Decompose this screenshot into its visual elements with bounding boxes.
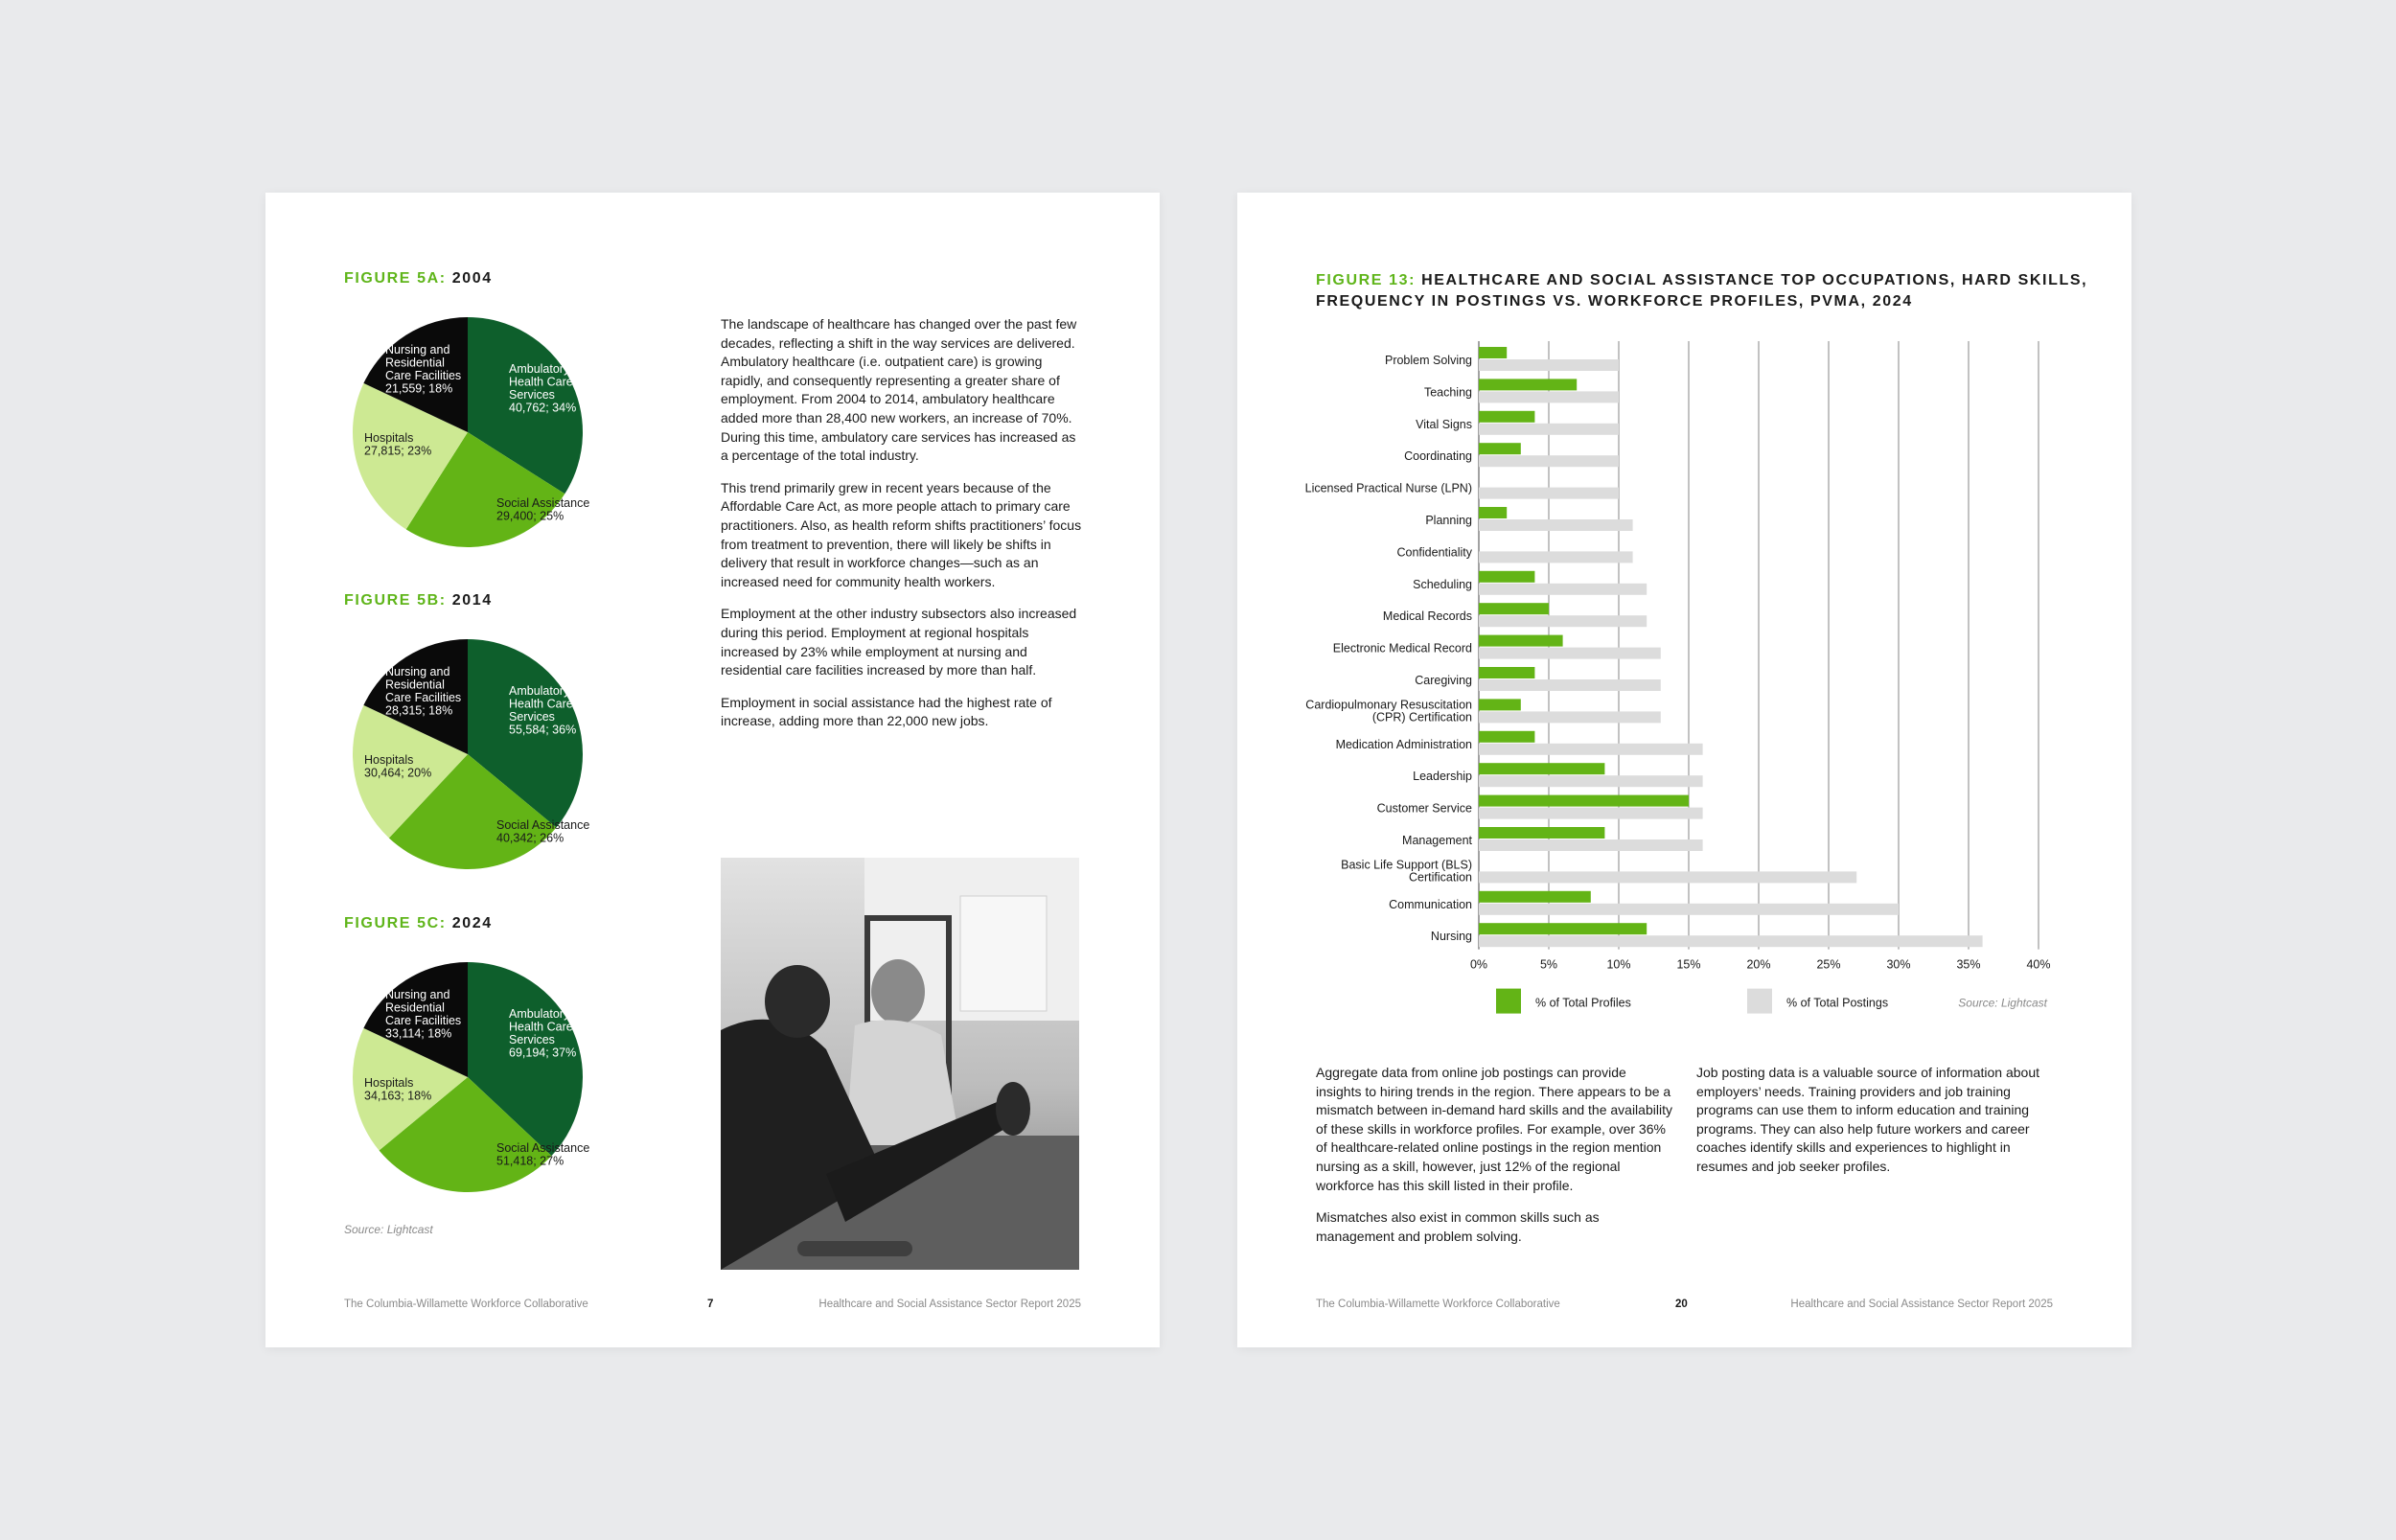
right-body-text-col-1 bbox=[1316, 1064, 1675, 1259]
left-body-text bbox=[721, 315, 1085, 745]
paragraph: The landscape of healthcare has changed over the past few decades, reflecting a shift in the way services are delivered. Ambulatory healthcare (i.e. outpatient care) is growing rapidly, and consequently representing a greater share of employment. From 2004 to 2014, ambulatory healthcare added more than 28,400 new workers, an increase of 70%. During this time, ambulatory care services has increased as a percentage of the total industry. bbox=[721, 316, 1077, 464]
figure-13-title bbox=[1316, 270, 2087, 312]
figure-5a-label: FIGURE 5A: bbox=[344, 270, 447, 287]
figure-13-title-text-2: FREQUENCY IN POSTINGS VS. WORKFORCE PROFILES, PVMA, 2024 bbox=[1316, 293, 1913, 310]
bar-postings bbox=[1479, 551, 1633, 563]
category-label: Confidentiality bbox=[1396, 545, 1472, 560]
bar-profiles bbox=[1479, 411, 1534, 423]
bar-profiles bbox=[1479, 891, 1591, 903]
bar-profiles bbox=[1479, 763, 1604, 774]
figure-13-label: FIGURE 13: bbox=[1316, 272, 1417, 288]
bar-profiles bbox=[1479, 603, 1549, 614]
bar-profiles bbox=[1479, 379, 1577, 390]
bar-postings bbox=[1479, 359, 1619, 371]
bar-profiles bbox=[1479, 347, 1507, 358]
category-label: Vital Signs bbox=[1416, 417, 1472, 431]
left-footer-org: The Columbia-Willamette Workforce Collaborative bbox=[344, 1299, 588, 1310]
legend-swatch-profiles bbox=[1496, 989, 1521, 1014]
bar-postings bbox=[1479, 871, 1856, 883]
bar-postings bbox=[1479, 839, 1703, 851]
left-footer-report: Healthcare and Social Assistance Sector Report 2025 bbox=[818, 1299, 1081, 1310]
bar-profiles bbox=[1479, 443, 1521, 454]
figure-5b-label: FIGURE 5B: bbox=[344, 592, 447, 609]
pie-slice-label: Hospitals 30,464; 20% bbox=[364, 753, 432, 780]
category-label: Licensed Practical Nurse (LPN) bbox=[1304, 481, 1472, 495]
bar-postings bbox=[1479, 455, 1619, 467]
x-tick-label: 25% bbox=[1816, 957, 1841, 972]
bar-postings bbox=[1479, 744, 1703, 755]
bar-postings bbox=[1479, 519, 1633, 531]
figure-5b-year: 2014 bbox=[451, 592, 493, 609]
paragraph: Mismatches also exist in common skills such as management and problem solving. bbox=[1316, 1209, 1600, 1244]
figure-5a-title bbox=[344, 270, 493, 287]
bar-postings bbox=[1479, 904, 1899, 915]
category-label: Teaching bbox=[1423, 385, 1472, 400]
bar-profiles bbox=[1479, 827, 1604, 839]
pie-slice-label: Social Assistance 29,400; 25% bbox=[496, 496, 590, 523]
category-label: Problem Solving bbox=[1384, 354, 1472, 367]
pie-slice-label: Social Assistance 51,418; 27% bbox=[496, 1141, 590, 1168]
bar-postings bbox=[1479, 584, 1647, 595]
right-footer-report: Healthcare and Social Assistance Sector Report 2025 bbox=[1790, 1299, 2053, 1310]
bar-postings bbox=[1479, 615, 1647, 627]
skills-bar-chart bbox=[1304, 336, 2071, 1046]
bar-profiles bbox=[1479, 923, 1647, 934]
pie-slice-label: Nursing and Residential Care Facilities 28,315; 18% bbox=[385, 665, 462, 718]
pie-slice-label: Ambulatory Health Care Services 40,762; 34% bbox=[509, 362, 577, 415]
photo-illustration bbox=[721, 858, 1079, 1270]
pie-slice-label: Ambulatory Health Care Services 55,584; 36% bbox=[509, 684, 577, 737]
category-label: Medication Administration bbox=[1335, 737, 1472, 751]
bar-postings bbox=[1479, 424, 1619, 435]
pie-slice-label: Ambulatory Health Care Services 69,194; 37% bbox=[509, 1007, 577, 1060]
pie-slice-label: Hospitals 34,163; 18% bbox=[364, 1076, 432, 1103]
pie-slice-label: Nursing and Residential Care Facilities 21,559; 18% bbox=[385, 343, 462, 396]
bar-postings bbox=[1479, 679, 1661, 691]
bar-postings bbox=[1479, 488, 1619, 499]
right-body-text-col-2 bbox=[1696, 1064, 2056, 1190]
paragraph: Employment in social assistance had the highest rate of increase, adding more than 22,000 new jobs. bbox=[721, 694, 1052, 729]
category-label: Leadership bbox=[1413, 770, 1472, 784]
bar-profiles bbox=[1479, 667, 1534, 678]
legend-swatch-postings bbox=[1747, 989, 1772, 1014]
x-tick-label: 20% bbox=[1746, 957, 1771, 972]
category-label: Nursing bbox=[1430, 930, 1472, 944]
x-tick-label: 15% bbox=[1676, 957, 1701, 972]
category-label: Management bbox=[1402, 834, 1472, 847]
bar-profiles bbox=[1479, 635, 1563, 647]
chart-legend bbox=[1496, 989, 2048, 1014]
paragraph: Job posting data is a valuable source of information about employers’ needs. Training providers and job training programs can use them to inform education and training programs. They can also help future workers and career coaches identify skills and experiences to highlight in resumes and job seeker profiles. bbox=[1696, 1065, 2040, 1174]
chart-x-ticks bbox=[1470, 958, 2051, 972]
paragraph: Aggregate data from online job postings can provide insights to hiring trends in the region. There appears to be a mismatch between in-demand hard skills and the availability of these skills in workforce profiles. For example, over 36% of healthcare-related online postings in the region mention nursing as a skill, however, just 12% of the regional workforce has this skill listed in their profile. bbox=[1316, 1065, 1672, 1193]
category-label: Scheduling bbox=[1413, 577, 1472, 591]
left-page-number: 7 bbox=[707, 1299, 714, 1310]
x-tick-label: 10% bbox=[1606, 957, 1631, 972]
right-footer-org: The Columbia-Willamette Workforce Collaborative bbox=[1316, 1299, 1560, 1310]
bar-profiles bbox=[1479, 507, 1507, 518]
chart-category-labels bbox=[1305, 354, 1473, 943]
pie-chart-2024 bbox=[353, 962, 590, 1192]
left-source-note: Source: Lightcast bbox=[344, 1223, 433, 1236]
bar-postings bbox=[1479, 935, 1983, 947]
category-label: Communication bbox=[1389, 897, 1472, 911]
figure-13-title-text-1: HEALTHCARE AND SOCIAL ASSISTANCE TOP OCCUPATIONS, HARD SKILLS, bbox=[1421, 272, 2088, 288]
paragraph: Employment at the other industry subsectors also increased during this period. Employment at regional hospitals increased by 23% while employment at nursing and residential care facilities increased by more than half. bbox=[721, 606, 1077, 678]
pie-chart-2014 bbox=[353, 639, 590, 869]
category-label: Caregiving bbox=[1415, 674, 1472, 687]
x-tick-label: 0% bbox=[1469, 957, 1488, 972]
category-label: Medical Records bbox=[1382, 609, 1472, 624]
x-tick-label: 30% bbox=[1886, 957, 1911, 972]
paragraph: This trend primarily grew in recent years because of the Affordable Care Act, as more people attach to primary care practitioners. Also, as health reform shifts practitioners’ focus from treatment to prevention, there will likely be shifts in delivery that result in workforce changes—such as an increased need for community health workers. bbox=[721, 479, 1082, 589]
figure-5a-year: 2004 bbox=[451, 270, 493, 287]
pie-slice-label: Social Assistance 40,342; 26% bbox=[496, 818, 590, 845]
category-label: Coordinating bbox=[1404, 449, 1472, 464]
figure-13-title-line-1 bbox=[1316, 270, 2087, 291]
chart-source-note: Source: Lightcast bbox=[1958, 996, 2047, 1010]
legend-label-postings: % of Total Postings bbox=[1786, 996, 1889, 1010]
bar-postings bbox=[1479, 711, 1661, 723]
category-label: Planning bbox=[1425, 514, 1472, 527]
figure-5c-year: 2024 bbox=[451, 915, 493, 931]
pie-slice-label: Hospitals 27,815; 23% bbox=[364, 431, 432, 458]
category-label: Electronic Medical Record bbox=[1332, 641, 1472, 655]
bar-profiles bbox=[1479, 571, 1534, 583]
left-page bbox=[265, 193, 1160, 1347]
bar-postings bbox=[1479, 648, 1661, 659]
figure-5c-title bbox=[344, 915, 493, 932]
bar-profiles bbox=[1479, 731, 1534, 743]
right-page-number: 20 bbox=[1675, 1299, 1688, 1310]
pie-chart-2004 bbox=[353, 317, 590, 547]
figure-5c-label: FIGURE 5C: bbox=[344, 915, 447, 931]
legend-label-profiles: % of Total Profiles bbox=[1535, 996, 1631, 1010]
x-tick-label: 40% bbox=[2026, 957, 2051, 972]
bar-postings bbox=[1479, 391, 1619, 402]
bar-postings bbox=[1479, 808, 1703, 819]
chart-bars bbox=[1479, 347, 1983, 947]
bar-profiles bbox=[1479, 795, 1689, 807]
right-page bbox=[1237, 193, 2131, 1347]
category-label: Cardiopulmonary Resuscitation (CPR) Certification bbox=[1305, 698, 1472, 724]
physiotherapy-photo bbox=[721, 858, 1079, 1270]
category-label: Customer Service bbox=[1376, 801, 1472, 816]
category-label: Basic Life Support (BLS) Certification bbox=[1341, 858, 1472, 885]
figure-5b-title bbox=[344, 592, 493, 609]
x-tick-label: 5% bbox=[1539, 957, 1558, 972]
x-tick-label: 35% bbox=[1956, 957, 1981, 972]
bar-profiles bbox=[1479, 699, 1521, 710]
bar-postings bbox=[1479, 775, 1703, 787]
pie-slice-label: Nursing and Residential Care Facilities 33,114; 18% bbox=[385, 988, 462, 1041]
